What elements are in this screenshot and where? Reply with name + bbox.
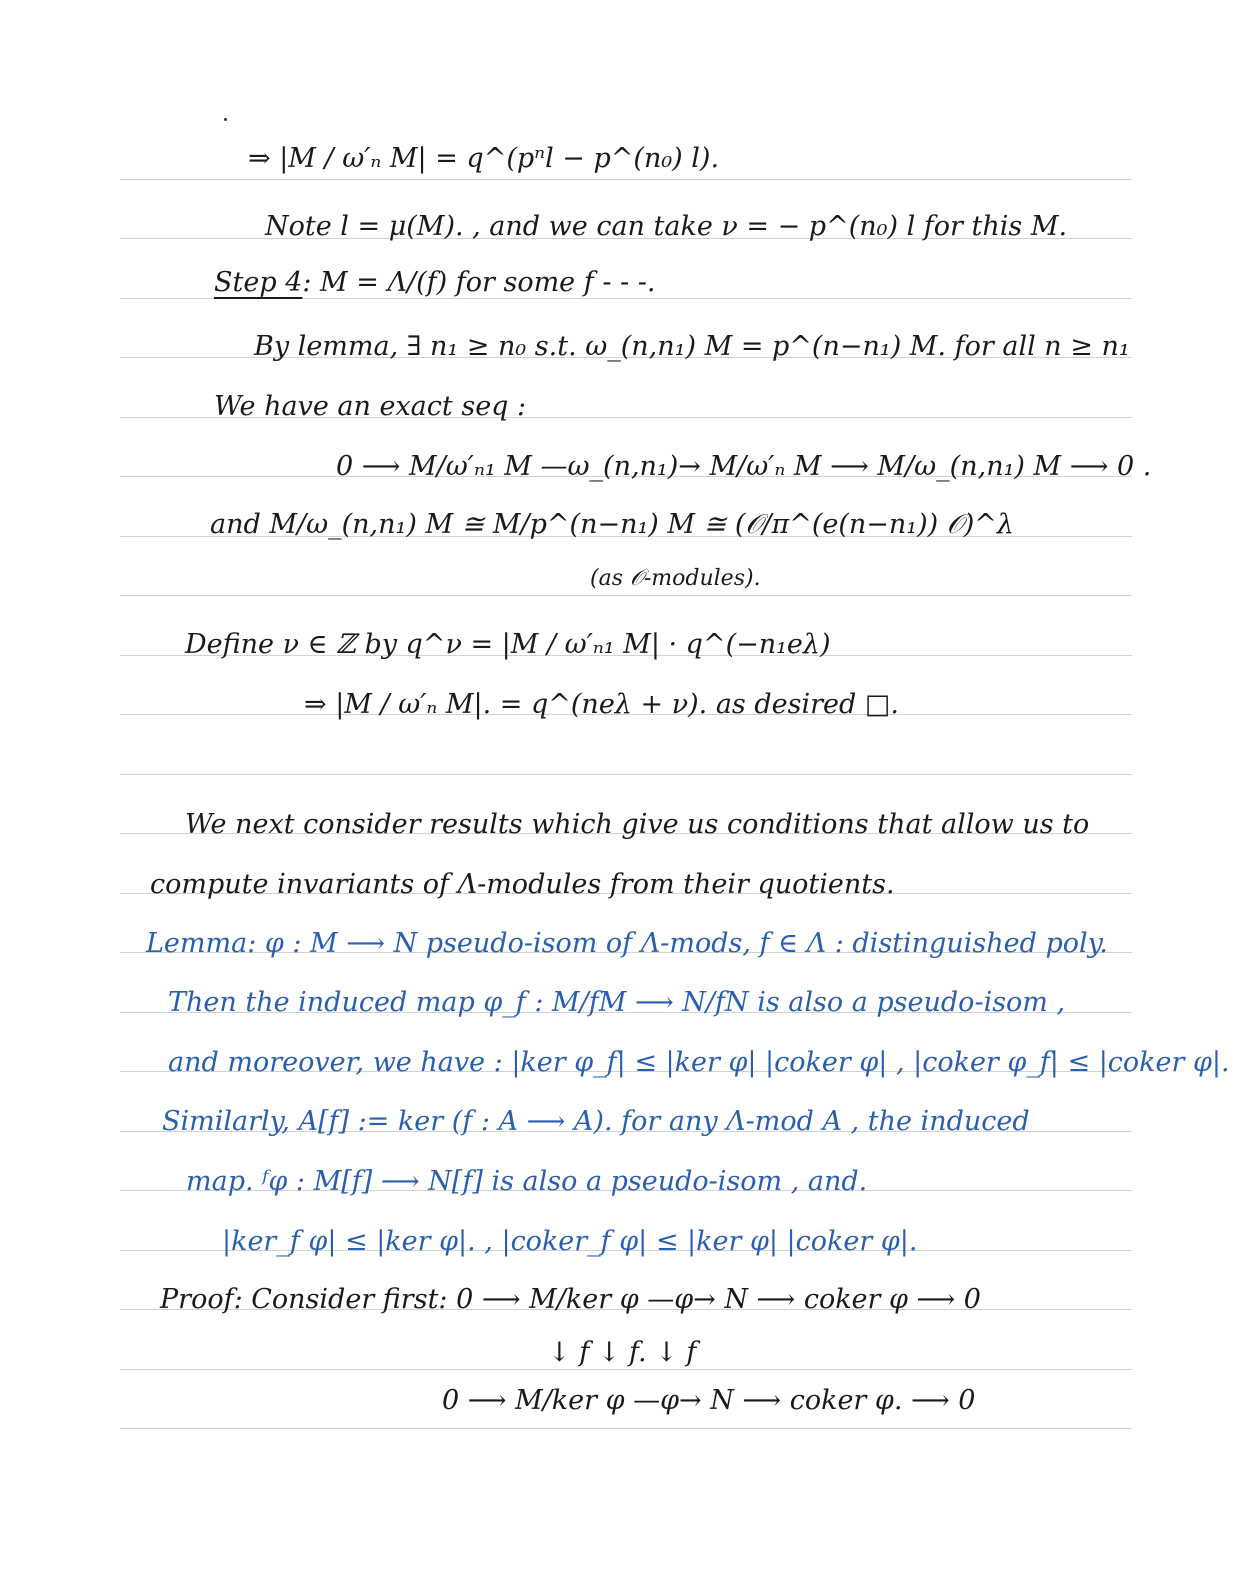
lemma-line: Then the induced map φ_f : M/fM ⟶ N/fN is also a pseudo-isom , [168, 987, 1066, 1018]
step-text: : M = Λ/(f) for some f - - -. [302, 267, 656, 298]
lemma-line: and moreover, we have : |ker φ_f| ≤ |ker φ| |coker φ| , |coker φ_f| ≤ |coker φ|. [168, 1047, 1230, 1078]
rule-line [120, 774, 1132, 775]
proof-line: 0 ⟶ M/ker φ —φ→ N ⟶ coker φ. ⟶ 0 [442, 1385, 976, 1416]
lemma-line: map. ᶠφ : M[f] ⟶ N[f] is also a pseudo-isom , and. [186, 1166, 868, 1197]
vertical-maps: ↓ f ↓ f. ↓ f [548, 1337, 697, 1368]
lemma-application-line: By lemma, ∃ n₁ ≥ n₀ s.t. ω_(n,n₁) M = p^(n−n₁) M. for all n ≥ n₁ [254, 331, 1130, 362]
note-line: Note l = μ(M). , and we can take ν = − p^(n₀) l for this M. [265, 211, 1068, 242]
exact-sequence: 0 ⟶ M/ω′ₙ₁ M —ω_(n,n₁)→ M/ω′ₙ M ⟶ M/ω_(n,n₁) M ⟶ 0 . [336, 451, 1152, 482]
formula-line: ⇒ |M / ω′ₙ M| = q^(pⁿl − p^(n₀) l). [248, 143, 720, 174]
rule-line [120, 1428, 1132, 1429]
lemma-line: Lemma: φ : M ⟶ N pseudo-isom of Λ-mods, f ∈ Λ : distinguished poly. [146, 928, 1108, 959]
definition-line: Define ν ∈ ℤ by q^ν = |M / ω′ₙ₁ M| · q^(−n₁eλ) [185, 629, 831, 660]
text-line: We next consider results which give us conditions that allow us to [185, 809, 1090, 840]
proof-line: Proof: Consider first: 0 ⟶ M/ker φ —φ→ N ⟶ coker φ ⟶ 0 [160, 1284, 981, 1315]
isomorphism-line: and M/ω_(n,n₁) M ≅ M/p^(n−n₁) M ≅ (𝒪/π^(e(n−n₁)) 𝒪)^λ [210, 509, 1015, 540]
lemma-line: Similarly, A[f] := ker (f : A ⟶ A). for any Λ-mod A , the induced [162, 1106, 1030, 1137]
ink-dot [224, 118, 227, 121]
rule-line [120, 179, 1132, 180]
step-line [214, 266, 655, 300]
annotation: (as 𝒪-modules). [590, 566, 761, 591]
lemma-line: |ker_f φ| ≤ |ker φ|. , |coker_f φ| ≤ |ker φ| |coker φ|. [222, 1226, 918, 1257]
text-line: compute invariants of Λ-modules from their quotients. [150, 869, 895, 900]
conclusion-line: ⇒ |M / ω′ₙ M|. = q^(neλ + ν). as desired □. [304, 689, 899, 720]
text-line: We have an exact seq : [214, 391, 527, 422]
step-label: Step 4 [214, 267, 303, 298]
